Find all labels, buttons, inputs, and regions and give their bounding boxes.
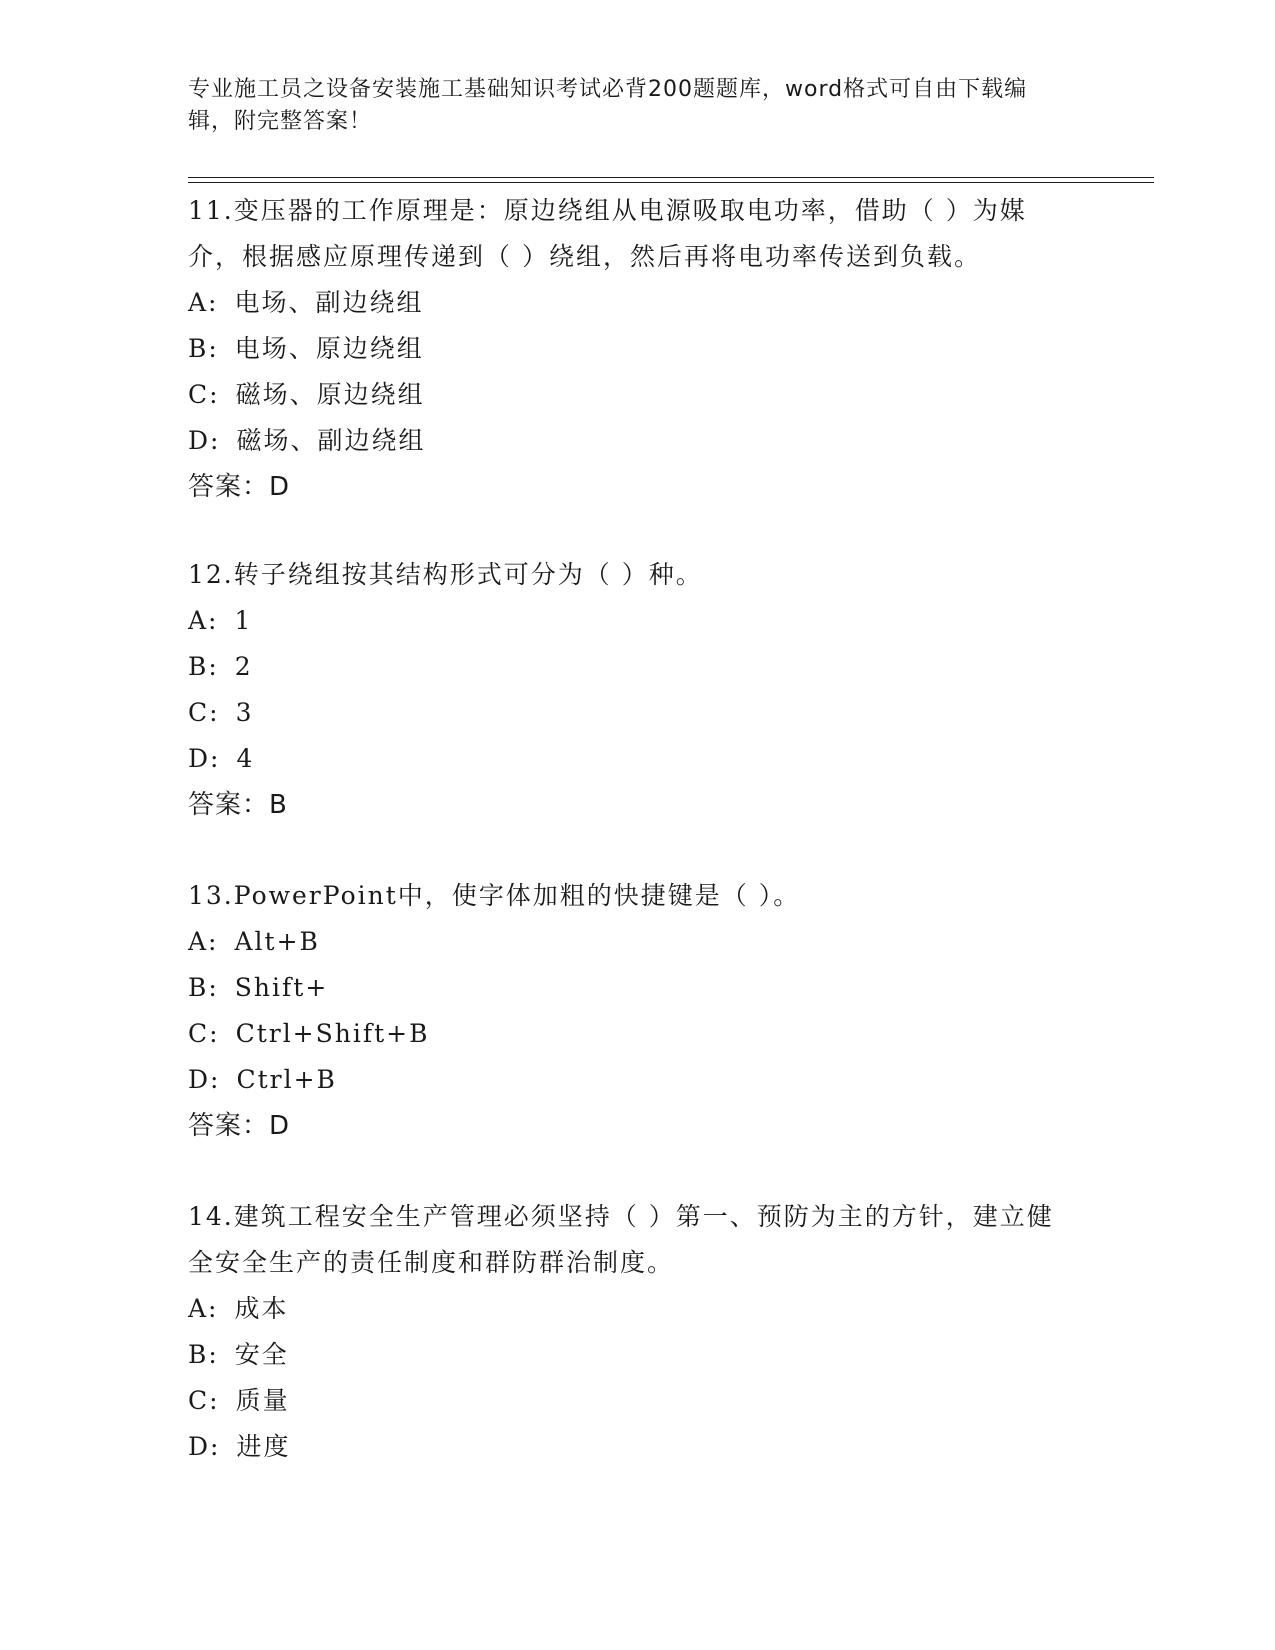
option-letter: C: xyxy=(188,1386,220,1415)
option-text: 3 xyxy=(235,698,254,727)
header-divider-top xyxy=(188,177,1154,178)
option-letter: D: xyxy=(188,426,221,455)
answer-line: 答案：B xyxy=(188,790,288,820)
question-stem: 13.PowerPoint中，使字体加粗的快捷键是（ ）。 xyxy=(188,881,801,910)
option-letter: A: xyxy=(188,1294,219,1323)
option-text: 安全 xyxy=(234,1340,289,1369)
question-13 xyxy=(188,873,1068,1149)
option-d xyxy=(188,418,1068,464)
header-divider-bottom xyxy=(188,182,1154,183)
option-a xyxy=(188,919,1068,965)
option-text: Ctrl+B xyxy=(236,1065,337,1094)
option-letter: A: xyxy=(188,927,219,956)
option-c xyxy=(188,1378,1068,1424)
option-letter: A: xyxy=(188,288,219,317)
option-letter: D: xyxy=(188,744,221,773)
option-letter: B: xyxy=(188,973,219,1002)
answer-line: 答案：D xyxy=(188,472,291,502)
option-b xyxy=(188,965,1068,1011)
option-text: 磁场、副边绕组 xyxy=(236,426,426,455)
option-a xyxy=(188,1286,1068,1332)
option-b xyxy=(188,326,1068,372)
question-stem: 14.建筑工程安全生产管理必须坚持（ ）第一、预防为主的方针，建立健全安全生产的责任制度和群防群治制度。 xyxy=(188,1202,1054,1277)
option-a xyxy=(188,280,1068,326)
option-b xyxy=(188,644,1068,690)
option-text: Shift+ xyxy=(234,973,329,1002)
option-text: Alt+B xyxy=(234,927,320,956)
option-c xyxy=(188,690,1068,736)
option-text: 1 xyxy=(234,606,253,635)
option-letter: B: xyxy=(188,1340,219,1369)
option-text: 2 xyxy=(234,652,253,681)
question-14 xyxy=(188,1194,1068,1470)
option-text: Ctrl+Shift+B xyxy=(235,1019,430,1048)
option-letter: D: xyxy=(188,1432,221,1461)
option-a xyxy=(188,598,1068,644)
question-stem: 11.变压器的工作原理是：原边绕组从电源吸取电功率，借助（ ）为媒介，根据感应原理传递到（ ）绕组，然后再将电功率传送到负载。 xyxy=(188,196,1027,271)
option-letter: D: xyxy=(188,1065,221,1094)
question-stem: 12.转子绕组按其结构形式可分为（ ）种。 xyxy=(188,560,703,589)
question-12 xyxy=(188,552,1068,828)
question-11 xyxy=(188,188,1068,510)
option-letter: C: xyxy=(188,380,220,409)
option-letter: B: xyxy=(188,652,219,681)
option-text: 进度 xyxy=(236,1432,291,1461)
option-d xyxy=(188,1424,1068,1470)
document-header: 专业施工员之设备安装施工基础知识考试必背200题题库，word格式可自由下载编辑，附完整答案！ xyxy=(188,77,1028,134)
option-text: 质量 xyxy=(235,1386,290,1415)
option-letter: B: xyxy=(188,334,219,363)
option-letter: C: xyxy=(188,698,220,727)
option-d xyxy=(188,736,1068,782)
option-text: 电场、原边绕组 xyxy=(234,334,424,363)
option-text: 4 xyxy=(236,744,255,773)
option-c xyxy=(188,1011,1068,1057)
option-b xyxy=(188,1332,1068,1378)
option-d xyxy=(188,1057,1068,1103)
option-letter: C: xyxy=(188,1019,220,1048)
answer-line: 答案：D xyxy=(188,1111,291,1141)
option-text: 磁场、原边绕组 xyxy=(235,380,425,409)
option-c xyxy=(188,372,1068,418)
option-letter: A: xyxy=(188,606,219,635)
option-text: 电场、副边绕组 xyxy=(234,288,424,317)
option-text: 成本 xyxy=(234,1294,289,1323)
